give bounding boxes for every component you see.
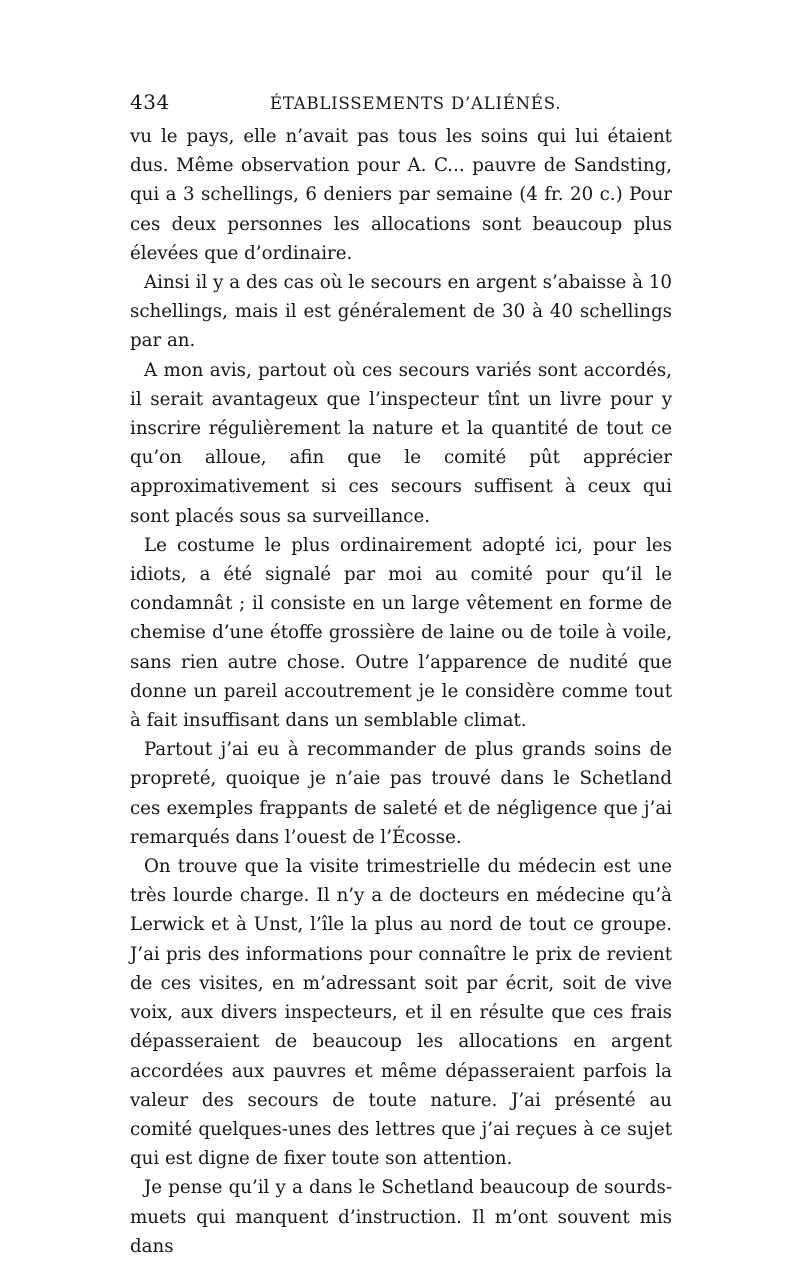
paragraph-proprete: Partout j’ai eu à recommander de plus grands soins de propreté, quoique je n’aie pas trouvé dans le Schetland ces exemples frappants de saleté et de négligence que j’ai remarqués dans l’ouest de l’Écosse. (130, 739, 672, 848)
paragraph-secours-argent: Ainsi il y a des cas où le secours en argent s’abaisse à 10 schellings, mais il est généralement de 30 à 40 schellings par an. (130, 272, 672, 352)
body-text (130, 122, 672, 1261)
paragraph-continuation: vu le pays, elle n’avait pas tous les soins qui lui étaient dus. Même observation pour A. C... pauvre de Sandsting, qui a 3 schellings, 6 deniers par semaine (4 fr. 20 c.) Pour ces deux personnes les allocations sont beaucoup plus élevées que d’ordinaire. (130, 126, 672, 264)
page-number: 434 (130, 90, 170, 114)
book-page (130, 90, 672, 1261)
page-header (130, 90, 672, 122)
paragraph-sourds-muets: Je pense qu’il y a dans le Schetland beaucoup de sourds-muets qui manquent d’instruction. Il m’ont souvent mis dans (130, 1177, 672, 1257)
paragraph-avis-inspecteur: A mon avis, partout où ces secours variés sont accordés, il serait avantageux que l’inspecteur tînt un livre pour y inscrire régulièrement la nature et la quantité de tout ce qu’on alloue, afin que le comité pût apprécier approximativement si ces secours suffisent à ceux qui sont placés sous sa surveillance. (130, 359, 672, 527)
paragraph-visite-medecin: On trouve que la visite trimestrielle du médecin est une très lourde charge. Il n’y a de docteurs en médecine qu’à Lerwick et à Unst, l’île la plus au nord de tout ce groupe. J’ai pris des informations pour connaître le prix de revient de ces visites, en m’adressant soit par écrit, soit de vive voix, aux divers inspecteurs, et il en résulte que ces frais dépasseraient de beaucoup les allocations en argent accordées aux pauvres et même dépasseraient parfois la valeur des secours de toute nature. J’ai présenté au comité quelques-unes des lettres que j’ai reçues à ce sujet qui est digne de fixer toute son attention. (130, 856, 672, 1170)
running-title: ÉTABLISSEMENTS D’ALIÉNÉS. (270, 94, 562, 113)
paragraph-costume-idiots: Le costume le plus ordinairement adopté ici, pour les idiots, a été signalé par moi au comité pour qu’il le condamnât ; il consiste en un large vêtement en forme de chemise d’une étoffe grossière de laine ou de toile à voile, sans rien autre chose. Outre l’apparence de nudité que donne un pareil accoutrement je le considère comme tout à fait insuffisant dans un semblable climat. (130, 534, 672, 732)
